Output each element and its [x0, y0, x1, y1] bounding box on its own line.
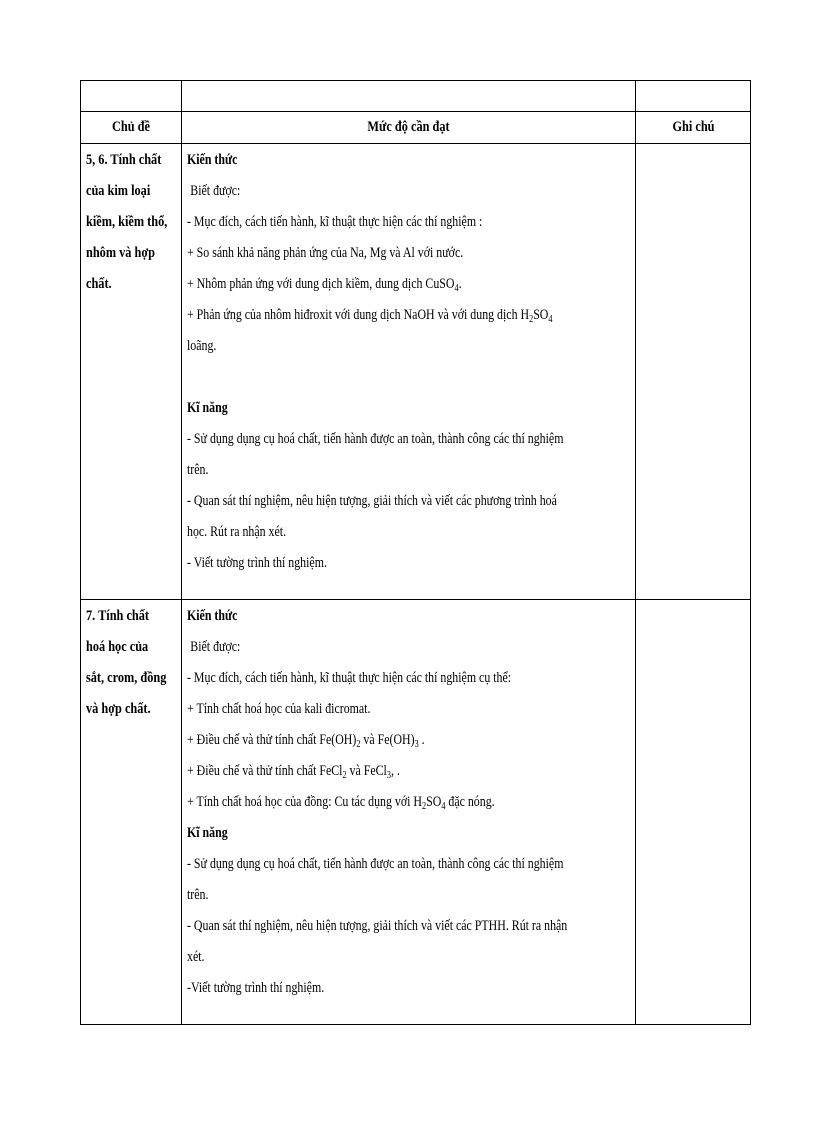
row1-skill-item: - Sử dụng dụng cụ hoá chất, tiến hành được an toàn, thành công các thí nghiệm	[187, 431, 564, 447]
row2-content-cell	[187, 601, 633, 1004]
row1-skill-item-cont: trên.	[187, 462, 209, 478]
row2-knowledge-heading: Kiến thức	[187, 608, 238, 624]
row1-content-cell	[187, 145, 633, 579]
row2-k3-end: .	[418, 732, 425, 748]
row1-know-item	[187, 269, 630, 300]
row2-k3-text: + Điều chế và thử tính chất Fe(OH)	[187, 732, 357, 748]
row1-k3-text: + Nhôm phản ứng với dung dịch kiềm, dung dịch CuSO	[187, 276, 455, 292]
row1-know-item: - Mục đích, cách tiến hành, kĩ thuật thực hiện các thí nghiệm :	[187, 214, 483, 230]
row2-skill-item: - Quan sát thí nghiệm, nêu hiện tượng, giải thích và viết các PTHH. Rút ra nhận	[187, 918, 568, 934]
row1-skill-item: - Quan sát thí nghiệm, nêu hiện tượng, giải thích và viết các phương trình hoá	[187, 493, 557, 509]
row2-topic-line: 7. Tính chất	[86, 608, 150, 624]
row2-content	[187, 601, 630, 1004]
row1-skill-item-cont: học. Rút ra nhận xét.	[187, 524, 287, 540]
row2-know-item: - Mục đích, cách tiến hành, kĩ thuật thực hiện các thí nghiệm cụ thể:	[187, 670, 512, 686]
row2-topic	[86, 601, 186, 725]
row-divider-middle	[81, 599, 750, 600]
row2-topic-line: sắt, crom, đồng	[86, 670, 167, 686]
row2-topic-cell	[86, 601, 181, 725]
row1-k4-subscript: 2	[529, 314, 534, 325]
row2-k3-text: và Fe(OH)	[360, 732, 415, 748]
row2-skill-item-cont: xét.	[187, 949, 205, 965]
row1-skill-item: - Viết tường trình thí nghiệm.	[187, 555, 327, 571]
row1-k4-subscript: 4	[548, 314, 553, 325]
row2-k4-subscript: 2	[342, 770, 347, 781]
header-notes-label: Ghi chú	[672, 119, 715, 135]
header-topic-label: Chủ đề	[112, 119, 150, 135]
row-divider-header	[81, 143, 750, 144]
row2-skill-item: - Sử dụng dụng cụ hoá chất, tiến hành được an toàn, thành công các thí nghiệm	[187, 856, 564, 872]
header-cell-level	[182, 111, 635, 143]
row2-k5-subscript: 2	[422, 801, 427, 812]
spacer	[187, 362, 630, 393]
row2-know-item: + Tính chất hoá học của kali đicromat.	[187, 701, 371, 717]
row1-know-item-cont: loãng.	[187, 338, 217, 354]
row2-k3-subscript: 2	[356, 739, 361, 750]
content-table	[80, 80, 751, 1025]
row1-k4-text: + Phản ứng của nhôm hiđroxit với dung dịch NaOH và với dung dịch H	[187, 307, 530, 323]
row2-k4-subscript: 3	[386, 770, 391, 781]
row2-skill-item-cont: trên.	[187, 887, 209, 903]
row1-k4-text: SO	[533, 307, 549, 323]
row2-k4-text: + Điều chế và thử tính chất FeCl	[187, 763, 343, 779]
row2-know-item	[187, 787, 630, 818]
row2-know-item	[187, 756, 630, 787]
row1-topic	[86, 145, 186, 300]
row1-k3-end: .	[458, 276, 462, 292]
row2-k5-end: đặc nóng.	[445, 794, 495, 810]
row2-know-intro: Biết được:	[190, 639, 241, 655]
row1-topic-line: chất.	[86, 276, 112, 292]
row1-k3-subscript: 4	[454, 283, 459, 294]
row1-content	[187, 145, 630, 579]
row1-knowledge-heading: Kiến thức	[187, 152, 238, 168]
row2-k4-end: , .	[390, 763, 400, 779]
row1-know-item: + So sánh khả năng phản ứng của Na, Mg và Al với nước.	[187, 245, 464, 261]
row1-topic-cell	[86, 145, 181, 300]
row2-k5-text: + Tính chất hoá học của đồng: Cu tác dụng với H	[187, 794, 423, 810]
row2-topic-line: và hợp chất.	[86, 701, 151, 717]
row2-topic-line: hoá học của	[86, 639, 149, 655]
row2-k3-subscript: 3	[414, 739, 419, 750]
row1-topic-line: 5, 6. Tính chất	[86, 152, 162, 168]
row1-topic-line: nhôm và hợp	[86, 245, 156, 261]
header-level-label: Mức độ cần đạt	[367, 119, 450, 135]
row1-topic-line: kiềm, kiềm thổ,	[86, 214, 168, 230]
row1-topic-line: của kim loại	[86, 183, 151, 199]
header-cell-topic	[81, 111, 181, 143]
row2-k5-subscript: 4	[441, 801, 446, 812]
column-divider-2	[635, 81, 636, 1024]
row1-skill-heading: Kĩ năng	[187, 400, 228, 416]
row1-know-item	[187, 300, 630, 331]
row2-k4-text: và FeCl	[346, 763, 387, 779]
row1-know-intro: Biết được:	[190, 183, 241, 199]
row2-skill-item: -Viết tường trình thí nghiệm.	[187, 980, 325, 996]
row2-skill-heading: Kĩ năng	[187, 825, 228, 841]
row2-know-item	[187, 725, 630, 756]
header-cell-notes	[636, 111, 751, 143]
row2-k5-text: SO	[426, 794, 442, 810]
